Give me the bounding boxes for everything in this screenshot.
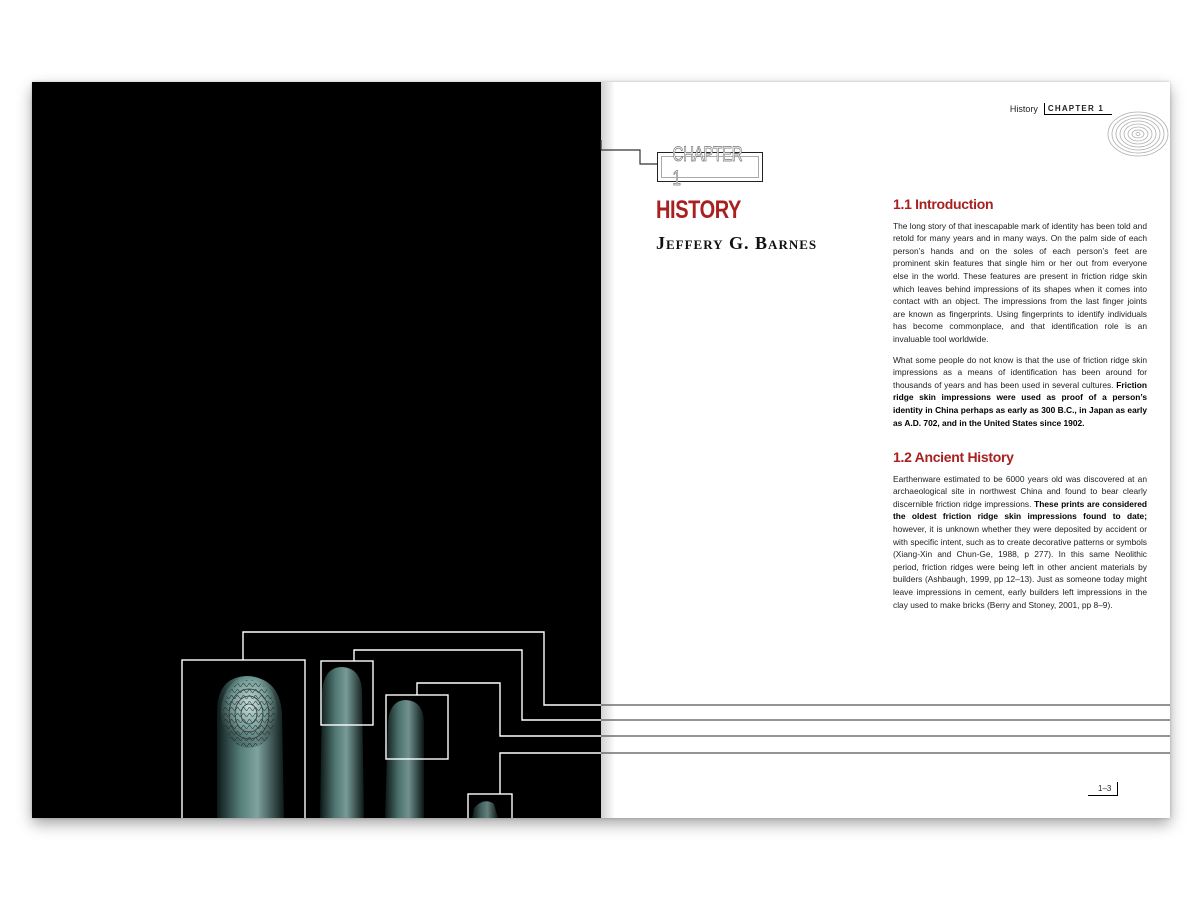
running-head-chapter: CHAPTER 1: [1044, 103, 1112, 115]
right-page: [601, 82, 1170, 818]
intro-paragraph-1: The long story of that inescapable mark of identity has been told and retold for many years and in many ways. On the palm side of each person’s hands and on the soles of each person’s feet are prominent skin features that single him or her out from everyone else in the world. These features are present in friction ridge skin which leaves behind impressions of its shapes when it comes into contact with an object. The impressions from the last finger joints are known as fingerprints. Using fingerprints to identify individuals has become commonplace, and that identification role is an invaluable tool worldwide.: [893, 220, 1147, 344]
gutter-shadow: [601, 82, 615, 818]
section-heading-ancient-history: 1.2 Ancient History: [893, 449, 1014, 466]
finger-2: [320, 667, 364, 818]
ancient-history-paragraph: Earthenware estimated to be 6000 years old was discovered at an archaeological site in northwest China and found to bear clearly discernible friction ridge impressions. These prints are considered the oldest friction ridge skin impressions found to date; however, it is unknown whether they were deposited by accident or with specific intent, such as to create decorative patterns or symbols (Xiang-Xin and Chun-Ge, 1988, p 277). In this same Neolithic period, friction ridges were being left in other ancient materials by builders (Ashbaugh, 1999, pp 12–13). Just as someone today might leave impressions in cement, early builders left impressions in the clay used to make bricks (Berry and Stoney, 2001, pp 8–9).: [893, 473, 1147, 610]
finger-3: [385, 700, 424, 818]
running-head-section: History: [1009, 104, 1038, 114]
left-page: [32, 82, 601, 818]
fingerprint-decoration: [1092, 104, 1170, 166]
section-heading-introduction: 1.1 Introduction: [893, 196, 994, 212]
body-column: [893, 198, 1147, 619]
intro-paragraph-2: What some people do not know is that the use of friction ridge skin impressions as a means of identification has been around for thousands of years and has been used in several cultures. Friction ridge skin impressions were used as proof of a person’s identity in China perhaps as early as 300 B.C., in Japan as early as A.D. 702, and in the United States since 1902.: [893, 354, 1147, 428]
chapter-label-box: [657, 143, 763, 190]
author-name: Jeffery G. Barnes: [656, 233, 818, 253]
xray-hand-illustration: [32, 82, 601, 818]
page-number: 1–3: [1088, 782, 1118, 796]
chapter-label: CHAPTER 1: [672, 143, 743, 190]
chapter-title: HISTORY: [656, 196, 741, 224]
book-spread: [32, 82, 1170, 818]
finger-4: [472, 801, 498, 818]
